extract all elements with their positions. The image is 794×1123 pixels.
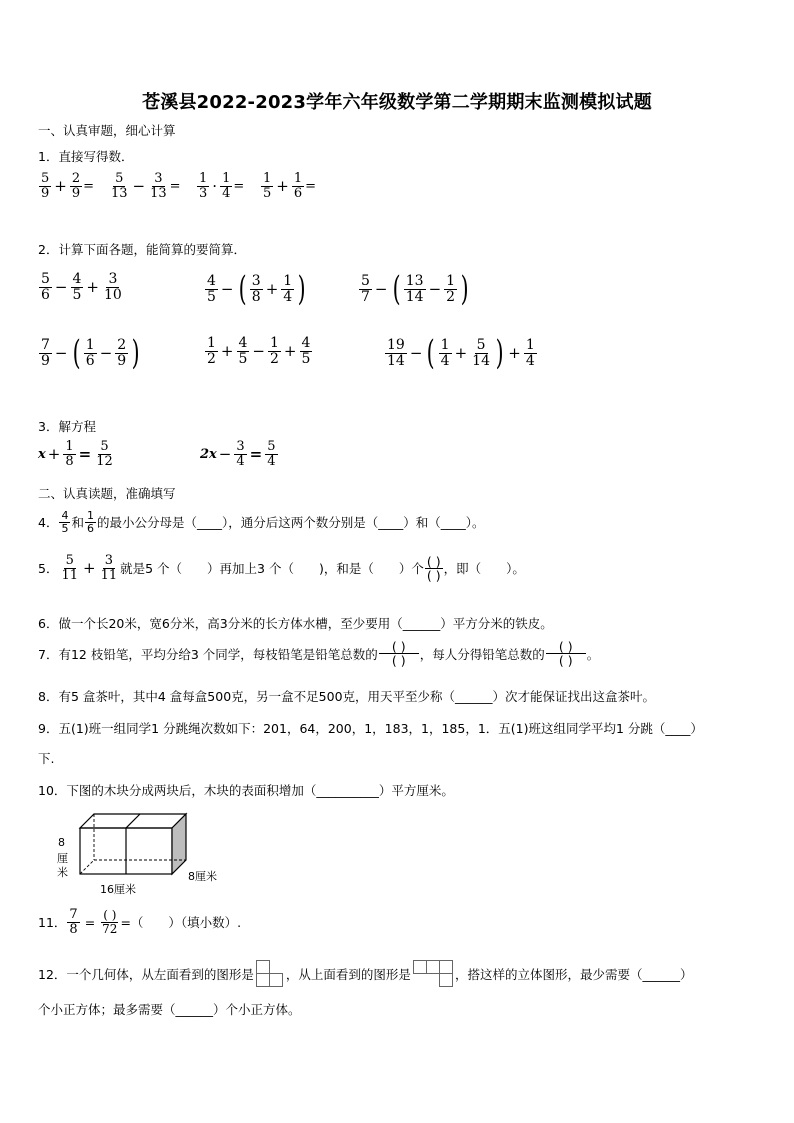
q2-expr-4: $\frac{7}{9}$ − ( $\frac{1}{6}$ − $\frac{2}{9}$ ) [41, 333, 140, 373]
q3-equation-2: 2x − $\frac{3}{4}$ = $\frac{5}{4}$ [200, 439, 276, 469]
height-label-unit-2: 米 [57, 866, 68, 879]
q1-label: 1．直接写得数． [38, 149, 134, 164]
q2-expr-3: $\frac{5}{7}$ − ( $\frac{13}{14}$ − $\frac{1}{2}$ ) [361, 269, 469, 309]
q1-item-3: $\frac{1}{3}$ · $\frac{1}{4}$ = [199, 171, 245, 201]
wood-block-diagram [56, 808, 236, 900]
height-label-unit-1: 厘 [57, 852, 68, 865]
q12-line-2: 个小正方体；最多需要（______）个小正方体。 [38, 1002, 301, 1017]
top-view-figure [413, 960, 453, 987]
left-view-figure [256, 960, 284, 987]
q2-expr-1: $\frac{5}{6}$ − $\frac{4}{5}$ + $\frac{3}{10}$ [41, 271, 122, 303]
q11: 11． $\frac{7}{8}$ = $\frac{( )}{72}$ =（ ）（填小数）. [38, 907, 242, 937]
section-2-heading: 二、认真读题，准确填写 [38, 486, 176, 501]
height-label-num: 8 [58, 836, 65, 849]
section-1-heading: 一、认真审题，细心计算 [38, 123, 176, 138]
q2-expr-6: $\frac{19}{14}$ − ( $\frac{1}{4}$ + $\frac{5}{14}$ ) + $\frac{1}{4}$ [387, 333, 535, 373]
q2-expr-5: $\frac{1}{2}$ + $\frac{4}{5}$ − $\frac{1}{2}$ + $\frac{4}{5}$ [207, 335, 311, 367]
q4: 4． $\frac{4}{5}$ 和 $\frac{1}{6}$ 的最小公分母是（____），通分后这两个数分别是（____）和（____）。 [38, 509, 485, 535]
q1-item-2: $\frac{5}{13}$ − $\frac{3}{13}$ = [111, 171, 181, 201]
q5: 5． $\frac{5}{11}$ + $\frac{3}{11}$ 就是5 个（ ）再加上3 个（ )，和是（ ）个 $\frac{( )}{( )}$ ，即（ ）。 [38, 553, 525, 583]
depth-label: 8厘米 [188, 870, 217, 883]
q7: 7．有12 枝铅笔，平均分给3 个同学，每枝铅笔是铅笔总数的 $\frac{( )}{( )}$ ，每人分得铅笔总数的 $\frac{( )}{( )}$ 。 [38, 639, 600, 669]
length-label: 16厘米 [100, 883, 136, 896]
q1-item-4: $\frac{1}{5}$ + $\frac{1}{6}$ = [263, 171, 317, 201]
q9-line-1: 9．五(1)班一组同学1 分跳绳次数如下：201，64，200，1，183，1，185，1．五(1)班这组同学平均1 分跳（____） [38, 721, 703, 736]
q8: 8．有5 盒茶叶，其中4 盒每盒500克，另一盒不足500克，用天平至少称（______）次才能保证找出这盒茶叶。 [38, 689, 656, 704]
q3-equation-1: x + $\frac{1}{8}$ = $\frac{5}{12}$ [38, 439, 113, 469]
q9-line-2: 下. [38, 751, 55, 766]
q6: 6．做一个长20米，宽6分米，高3分米的长方体水槽，至少要用（______）平方分米的铁皮。 [38, 616, 553, 631]
q10: 10．下图的木块分成两块后，木块的表面积增加（__________）平方厘米。 [38, 783, 454, 798]
page-title: 苍溪县2022-2023学年六年级数学第二学期期末监测模拟试题 [142, 92, 652, 113]
q2-expr-2: $\frac{4}{5}$ − ( $\frac{3}{8}$ + $\frac{1}{4}$ ) [207, 269, 306, 309]
q3-label: 3．解方程 [38, 419, 96, 434]
q12-line-1: 12．一个几何体，从左面看到的图形是 ，从上面看到的图形是 ，搭这样的立体图形，最少需要（______） [38, 960, 692, 987]
q1-item-1: $\frac{5}{9}$ + $\frac{2}{9}$ = [41, 171, 95, 201]
q2-label: 2．计算下面各题，能简算的要简算． [38, 242, 246, 257]
